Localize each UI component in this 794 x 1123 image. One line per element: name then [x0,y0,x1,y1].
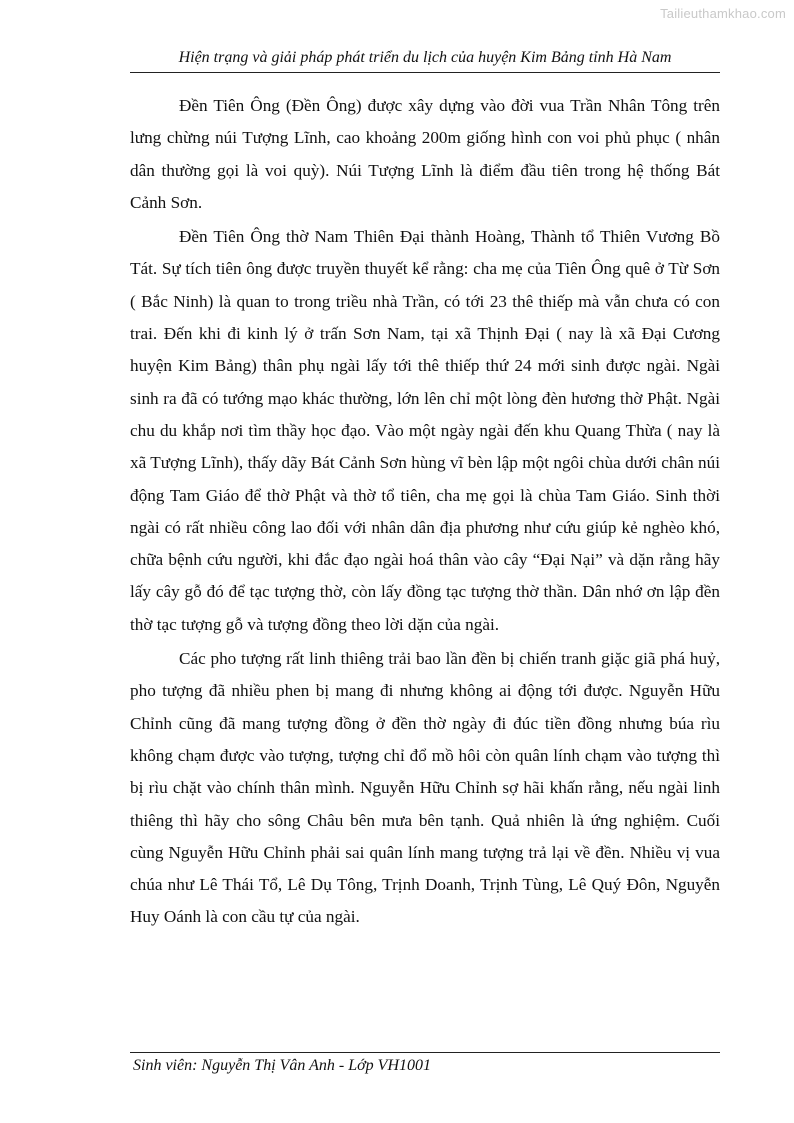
watermark-text: Tailieuthamkhao.com [660,6,786,21]
running-header-title: Hiện trạng và giải pháp phát triển du lịch của huyện Kim Bảng tỉnh Hà Nam [178,49,672,66]
body-paragraph-1: Đền Tiên Ông (Đền Ông) được xây dựng vào đời vua Trần Nhân Tông trên lưng chừng núi Tượng Lĩnh, cao khoảng 200m giống hình con voi phủ phục ( nhân dân thường gọi là voi quỳ). Núi Tượng Lĩnh là điểm đầu tiên trong hệ thống Bát Cảnh Sơn. [130,96,720,212]
header-divider [130,72,720,73]
body-paragraph-3: Các pho tượng rất linh thiêng trải bao lần đền bị chiến tranh giặc giã phá huỷ, pho tượng đã nhiều phen bị mang đi nhưng không ai động tới được. Nguyễn Hữu Chỉnh cũng đã mang tượng đồng ở đền thờ ngày đi đúc tiền đồng nhưng búa rìu không chạm được vào tượng, tượng chỉ đổ mồ hôi còn quân lính chạm vào tượng thì bị rìu chặt vào chính thân mình. Nguyễn Hữu Chỉnh sợ hãi khấn rằng, nếu ngài linh thiêng thì hãy cho sông Châu bên mưa bên tạnh. Quả nhiên là ứng nghiệm. Cuối cùng Nguyễn Hữu Chỉnh phải sai quân lính mang tượng trả lại về đền. Nhiều vị vua chúa như Lê Thái Tổ, Lê Dụ Tông, Trịnh Doanh, Trịnh Tùng, Lê Quý Đôn, Nguyễn Huy Oánh là con cầu tự của ngài. [130,649,720,927]
document-body [130,90,720,936]
body-paragraph-2: Đền Tiên Ông thờ Nam Thiên Đại thành Hoàng, Thành tổ Thiên Vương Bồ Tát. Sự tích tiên ông được truyền thuyết kể rằng: cha mẹ của Tiên Ông quê ở Từ Sơn ( Bắc Ninh) là quan to trong triều nhà Trần, có tới 23 thê thiếp mà vẫn chưa có con trai. Đến khi đi kinh lý ở trấn Sơn Nam, tại xã Thịnh Đại ( nay là xã Đại Cương huyện Kim Bảng) thân phụ ngài lấy tới thê thiếp thứ 24 mới sinh được ngài. Ngài sinh ra đã có tướng mạo khác thường, lớn lên chỉ một lòng đèn hương thờ Phật. Ngài chu du khắp nơi tìm thầy học đạo. Vào một ngày ngài đến khu Quang Thừa ( nay là xã Tượng Lĩnh), thấy dãy Bát Cảnh Sơn hùng vĩ bèn lập một ngôi chùa dưới chân núi động Tam Giáo để thờ Phật và thờ tổ tiên, cha mẹ gọi là chùa Tam Giáo. Sinh thời ngài có rất nhiều công lao đối với nhân dân địa phương như cứu giúp kẻ nghèo khó, chữa bệnh cứu người, khi đắc đạo ngài hoá thân vào cây “Đại Nại” và dặn rằng hãy lấy cây gỗ đó để tạc tượng thờ, còn lấy đồng tạc tượng thờ thần. Dân nhớ ơn lập đền thờ tạc tượng gỗ và tượng đồng theo lời dặn của ngài. [130,227,720,634]
running-footer-student: Sinh viên: Nguyễn Thị Vân Anh - Lớp VH1001 [133,1057,431,1074]
footer-divider [130,1052,720,1053]
